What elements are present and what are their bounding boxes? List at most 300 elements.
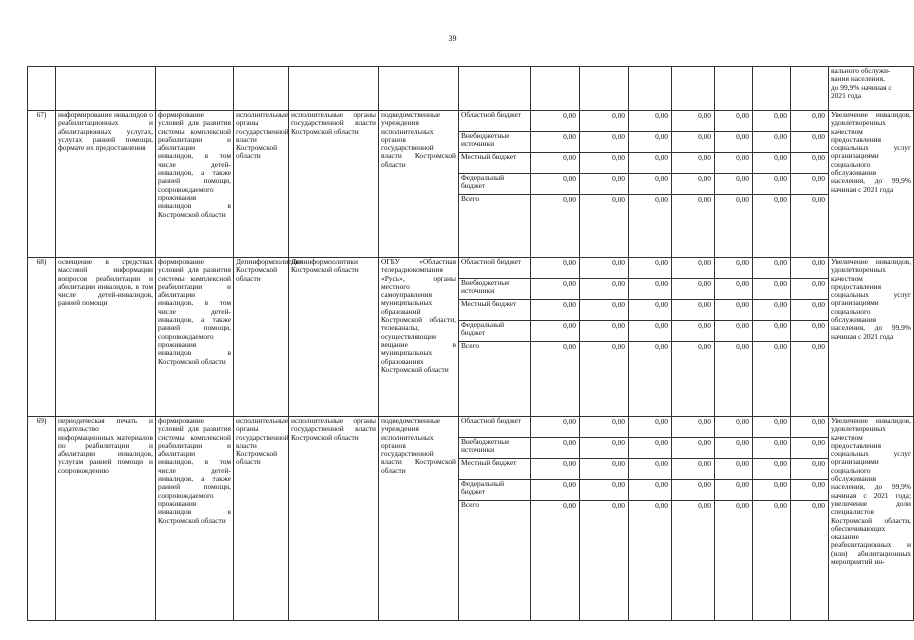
amount-cell [753, 300, 791, 321]
funding-source [459, 417, 531, 438]
amount-cell [791, 195, 829, 258]
amount-value: 0,00 [736, 300, 749, 309]
amount-value: 0,00 [563, 111, 576, 120]
amount-value: 0,00 [812, 480, 825, 489]
result-cell [829, 417, 914, 621]
amount-cell [715, 501, 753, 621]
funding-source-label: Федеральный бюджет [461, 320, 505, 338]
participants-cell-text: ОГБУ «Областная телерадиокомпания «Русь», органы местного самоуправления муниципальных образований Костромской области, телеканалы, осуществляющие вещание в муниципальных образованиях Костромской области [381, 257, 456, 374]
funding-source-label: Всего [461, 341, 480, 350]
amount-cell [715, 417, 753, 438]
amount-value: 0,00 [612, 342, 625, 351]
amount-cell [753, 132, 791, 153]
row-index [28, 111, 56, 258]
funding-source-label: Местный бюджет [461, 458, 517, 467]
empty-cell [289, 67, 379, 111]
amount-value: 0,00 [774, 300, 787, 309]
empty-cell [234, 67, 289, 111]
amount-value: 0,00 [612, 279, 625, 288]
amount-value: 0,00 [655, 480, 668, 489]
amount-cell [580, 300, 629, 321]
purpose-cell-text: формирование условий для развития системы комплексной реабилитации и абилитации инвалидов, в том числе детей-инвалидов, а также ранней помощи, сопровождаемого проживания инвалидов в Костромской области [158, 110, 231, 219]
amount-value: 0,00 [612, 111, 625, 120]
amount-cell [715, 459, 753, 480]
amount-value: 0,00 [774, 153, 787, 162]
amount-value: 0,00 [774, 279, 787, 288]
amount-value: 0,00 [812, 279, 825, 288]
amount-value: 0,00 [774, 174, 787, 183]
amount-value: 0,00 [563, 480, 576, 489]
amount-cell [715, 195, 753, 258]
amount-value: 0,00 [736, 501, 749, 510]
amount-cell [531, 417, 580, 438]
amount-value: 0,00 [736, 195, 749, 204]
purpose-cell [156, 111, 234, 258]
amount-value: 0,00 [774, 438, 787, 447]
amount-cell [580, 195, 629, 258]
row-index-text: 68) [36, 257, 47, 266]
amount-cell [531, 132, 580, 153]
funding-source-label: Внебюджетные источники [461, 278, 510, 296]
amount-value: 0,00 [812, 438, 825, 447]
amount-cell [715, 174, 753, 195]
amount-value: 0,00 [812, 417, 825, 426]
amount-value: 0,00 [698, 195, 711, 204]
amount-value: 0,00 [774, 321, 787, 330]
empty-cell [56, 67, 156, 111]
amount-cell [672, 417, 715, 438]
amount-cell [715, 480, 753, 501]
amount-value: 0,00 [736, 438, 749, 447]
amount-cell [672, 153, 715, 174]
amount-cell [629, 417, 672, 438]
amount-value: 0,00 [774, 195, 787, 204]
amount-cell [672, 300, 715, 321]
amount-cell [580, 174, 629, 195]
table-row [28, 111, 914, 132]
funding-source-label: Местный бюджет [461, 152, 517, 161]
amount-cell [672, 111, 715, 132]
amount-value: 0,00 [655, 438, 668, 447]
amount-cell [580, 132, 629, 153]
amount-value: 0,00 [655, 279, 668, 288]
amount-value: 0,00 [563, 258, 576, 267]
amount-value: 0,00 [698, 501, 711, 510]
amount-value: 0,00 [612, 174, 625, 183]
amount-value: 0,00 [812, 300, 825, 309]
amount-cell [629, 480, 672, 501]
amount-value: 0,00 [655, 321, 668, 330]
amount-value: 0,00 [812, 321, 825, 330]
funding-source-label: Всего [461, 194, 480, 203]
empty-cell [715, 67, 753, 111]
responsible-cell-text: Депинформполитики Костромской области [291, 257, 359, 275]
result-cell [829, 67, 914, 111]
amount-value: 0,00 [655, 174, 668, 183]
participants-cell-text: подведомственные учреждения исполнительных органов государственной власти Костромской области [381, 416, 456, 475]
amount-cell [672, 195, 715, 258]
funding-source-label: Федеральный бюджет [461, 173, 505, 191]
funding-source-label: Областной бюджет [461, 110, 522, 119]
amount-cell [753, 174, 791, 195]
amount-value: 0,00 [812, 174, 825, 183]
amount-value: 0,00 [612, 153, 625, 162]
amount-cell [580, 258, 629, 279]
amount-value: 0,00 [774, 132, 787, 141]
amount-value: 0,00 [774, 111, 787, 120]
amount-value: 0,00 [774, 417, 787, 426]
amount-cell [715, 321, 753, 342]
empty-cell [629, 67, 672, 111]
amount-cell [531, 342, 580, 417]
amount-cell [531, 174, 580, 195]
amount-cell [715, 279, 753, 300]
amount-cell [753, 195, 791, 258]
measure-cell [56, 417, 156, 621]
row-index [28, 258, 56, 417]
result-text: вального обслужи- вания населения, до 99,9% начиная с 2021 года [831, 66, 892, 100]
funding-source [459, 258, 531, 279]
empty-cell [28, 67, 56, 111]
row-index-text: 67) [36, 110, 47, 119]
result-cell [829, 111, 914, 258]
amount-value: 0,00 [612, 501, 625, 510]
amount-value: 0,00 [736, 258, 749, 267]
amount-value: 0,00 [612, 195, 625, 204]
funding-source [459, 438, 531, 459]
amount-value: 0,00 [612, 132, 625, 141]
funding-source [459, 459, 531, 480]
amount-cell [791, 417, 829, 438]
amount-cell [715, 153, 753, 174]
measure-cell [56, 258, 156, 417]
amount-value: 0,00 [563, 417, 576, 426]
funding-source [459, 132, 531, 153]
amount-cell [580, 480, 629, 501]
measure-cell [56, 111, 156, 258]
table-row [28, 258, 914, 279]
funding-source [459, 195, 531, 258]
funding-source-label: Местный бюджет [461, 299, 517, 308]
empty-cell [379, 67, 459, 111]
amount-cell [629, 258, 672, 279]
row-index [28, 417, 56, 621]
amount-cell [672, 321, 715, 342]
amount-cell [672, 174, 715, 195]
amount-cell [629, 132, 672, 153]
amount-cell [753, 501, 791, 621]
amount-value: 0,00 [563, 321, 576, 330]
amount-cell [531, 195, 580, 258]
amount-value: 0,00 [736, 111, 749, 120]
amount-cell [672, 132, 715, 153]
amount-value: 0,00 [812, 111, 825, 120]
amount-value: 0,00 [563, 459, 576, 468]
amount-value: 0,00 [563, 279, 576, 288]
empty-cell [156, 67, 234, 111]
amount-value: 0,00 [698, 111, 711, 120]
amount-value: 0,00 [655, 459, 668, 468]
amount-cell [531, 279, 580, 300]
result-text: Увеличение инвалидов, удовлетворенных качеством предоставления социальных услуг организациями социального обслуживания населения, до 99,9% начиная с 2021 года [831, 110, 911, 194]
amount-cell [580, 342, 629, 417]
result-cell [829, 258, 914, 417]
amount-cell [672, 480, 715, 501]
carryover-row [28, 67, 914, 111]
amount-value: 0,00 [655, 258, 668, 267]
amount-cell [672, 258, 715, 279]
purpose-cell [156, 258, 234, 417]
amount-value: 0,00 [812, 153, 825, 162]
amount-cell [791, 111, 829, 132]
funding-source [459, 501, 531, 621]
amount-cell [672, 342, 715, 417]
amount-value: 0,00 [774, 342, 787, 351]
responsible-cell [289, 111, 379, 258]
amount-value: 0,00 [698, 321, 711, 330]
amount-cell [531, 300, 580, 321]
amount-value: 0,00 [698, 279, 711, 288]
amount-cell [791, 342, 829, 417]
amount-cell [791, 279, 829, 300]
amount-value: 0,00 [736, 132, 749, 141]
executor-cell-text: исполнительные органы государственной власти Костромской области [236, 416, 289, 467]
amount-cell [791, 132, 829, 153]
funding-source [459, 300, 531, 321]
executor-cell [234, 257, 303, 417]
amount-cell [629, 279, 672, 300]
funding-source [459, 342, 531, 417]
funding-source [459, 279, 531, 300]
amount-value: 0,00 [698, 132, 711, 141]
amount-value: 0,00 [612, 321, 625, 330]
amount-value: 0,00 [655, 501, 668, 510]
amount-value: 0,00 [812, 132, 825, 141]
amount-cell [531, 153, 580, 174]
empty-cell [531, 67, 580, 111]
amount-cell [753, 342, 791, 417]
amount-value: 0,00 [812, 258, 825, 267]
amount-value: 0,00 [563, 174, 576, 183]
amount-cell [629, 321, 672, 342]
amount-value: 0,00 [563, 501, 576, 510]
amount-value: 0,00 [736, 417, 749, 426]
amount-cell [629, 195, 672, 258]
amount-cell [672, 459, 715, 480]
amount-cell [672, 279, 715, 300]
responsible-cell [289, 258, 379, 417]
responsible-cell [289, 417, 379, 621]
amount-value: 0,00 [774, 258, 787, 267]
executor-cell [234, 417, 289, 621]
amount-value: 0,00 [655, 417, 668, 426]
amount-value: 0,00 [563, 153, 576, 162]
result-text: Увеличение инвалидов, удовлетворенных качеством предоставления социальных услуг организациями социального обслуживания населения, до 99,9% начиная с 2021 года; увеличение доли специалистов Костромской области, обеспечивающих оказание реабилитационных и (или) абилитационных мероприятий ин- [831, 416, 911, 567]
amount-cell [531, 111, 580, 132]
amount-cell [629, 300, 672, 321]
table-row [28, 417, 914, 438]
amount-cell [791, 438, 829, 459]
amount-cell [629, 438, 672, 459]
amount-cell [753, 258, 791, 279]
amount-cell [715, 111, 753, 132]
funding-source-label: Федеральный бюджет [461, 479, 505, 497]
amount-cell [580, 501, 629, 621]
amount-cell [531, 501, 580, 621]
empty-cell [753, 67, 791, 111]
amount-cell [791, 459, 829, 480]
purpose-cell-text: формирование условий для развития системы комплексной реабилитации и абилитации инвалидов, в том числе детей-инвалидов, а также ранней помощи, сопровождаемого проживания инвалидов в Костромской области [158, 257, 231, 366]
executor-cell [234, 111, 289, 258]
amount-value: 0,00 [612, 438, 625, 447]
amount-value: 0,00 [736, 174, 749, 183]
amount-value: 0,00 [612, 300, 625, 309]
amount-cell [715, 300, 753, 321]
amount-value: 0,00 [698, 417, 711, 426]
amount-cell [629, 459, 672, 480]
amount-value: 0,00 [698, 300, 711, 309]
responsible-cell-text: исполнительные органы государственной власти Костромской области [291, 416, 376, 442]
measure-cell-text: освещение в средствах массовой информации вопросов реабилитации и абилитации инвалидов, в том числе детей-инвалидов, ранней помощи [58, 257, 153, 308]
amount-cell [580, 279, 629, 300]
funding-source-label: Всего [461, 500, 480, 509]
amount-value: 0,00 [612, 417, 625, 426]
funding-source [459, 174, 531, 195]
amount-value: 0,00 [563, 195, 576, 204]
amount-cell [531, 321, 580, 342]
amount-cell [672, 438, 715, 459]
amount-cell [629, 111, 672, 132]
amount-value: 0,00 [655, 300, 668, 309]
amount-cell [715, 258, 753, 279]
participants-cell [379, 111, 459, 258]
amount-value: 0,00 [655, 153, 668, 162]
amount-value: 0,00 [736, 480, 749, 489]
amount-value: 0,00 [774, 480, 787, 489]
amount-cell [629, 342, 672, 417]
executor-cell-text: Депинформполитики Костромской области [236, 257, 303, 283]
empty-cell [672, 67, 715, 111]
funding-source-label: Внебюджетные источники [461, 437, 510, 455]
amount-value: 0,00 [612, 459, 625, 468]
amount-cell [629, 153, 672, 174]
amount-cell [753, 417, 791, 438]
amount-cell [753, 153, 791, 174]
amount-cell [791, 480, 829, 501]
participants-cell [379, 258, 459, 417]
amount-value: 0,00 [812, 459, 825, 468]
result-text: Увеличение инвалидов, удовлетворенных качеством предоставления социальных услуг организациями социального обслуживания населения, до 99,9% начиная с 2021 года [831, 257, 911, 341]
amount-value: 0,00 [698, 174, 711, 183]
amount-value: 0,00 [655, 132, 668, 141]
amount-cell [791, 321, 829, 342]
amount-cell [580, 111, 629, 132]
amount-cell [715, 132, 753, 153]
amount-cell [580, 321, 629, 342]
amount-value: 0,00 [612, 258, 625, 267]
amount-value: 0,00 [698, 438, 711, 447]
amount-value: 0,00 [736, 279, 749, 288]
amount-cell [791, 174, 829, 195]
amount-value: 0,00 [774, 501, 787, 510]
amount-value: 0,00 [698, 459, 711, 468]
amount-cell [531, 480, 580, 501]
participants-cell-text: подведомственные учреждения исполнительных органов государственной власти Костромской области [381, 110, 456, 169]
amount-value: 0,00 [655, 342, 668, 351]
amount-cell [580, 153, 629, 174]
amount-value: 0,00 [698, 480, 711, 489]
amount-value: 0,00 [612, 480, 625, 489]
amount-value: 0,00 [812, 195, 825, 204]
funding-source [459, 480, 531, 501]
program-activities-table [27, 66, 914, 621]
purpose-cell [156, 417, 234, 621]
amount-cell [629, 501, 672, 621]
amount-cell [531, 438, 580, 459]
amount-value: 0,00 [655, 195, 668, 204]
amount-cell [715, 342, 753, 417]
amount-cell [753, 321, 791, 342]
amount-cell [629, 174, 672, 195]
amount-value: 0,00 [774, 459, 787, 468]
amount-cell [753, 459, 791, 480]
funding-source-label: Внебюджетные источники [461, 131, 510, 149]
amount-value: 0,00 [563, 438, 576, 447]
row-index-text: 69) [36, 416, 47, 425]
empty-cell [580, 67, 629, 111]
amount-cell [715, 438, 753, 459]
executor-cell-text: исполнительные органы государственной власти Костромской области [236, 110, 289, 161]
measure-cell-text: периодическая печать и издательство информационных материалов по реабилитации и абилитации инвалидов, услугам ранней помощи и сопровождению [58, 416, 153, 475]
funding-source [459, 111, 531, 132]
empty-cell [791, 67, 829, 111]
empty-cell [459, 67, 531, 111]
amount-cell [791, 153, 829, 174]
amount-value: 0,00 [563, 132, 576, 141]
amount-value: 0,00 [655, 111, 668, 120]
amount-value: 0,00 [698, 342, 711, 351]
amount-value: 0,00 [736, 342, 749, 351]
amount-value: 0,00 [698, 258, 711, 267]
amount-value: 0,00 [563, 342, 576, 351]
funding-source [459, 321, 531, 342]
page-number: 39 [448, 34, 457, 43]
participants-cell [379, 417, 459, 621]
responsible-cell-text: исполнительные органы государственной власти Костромской области [291, 110, 376, 136]
measure-cell-text: информирование инвалидов о реабилитационных и абилитационных услугах, услугах ранней помощи, формате их предоставления [58, 110, 153, 153]
amount-cell [531, 459, 580, 480]
amount-cell [791, 501, 829, 621]
amount-cell [672, 501, 715, 621]
purpose-cell-text: формирование условий для развития системы комплексной реабилитации и абилитации инвалидов, в том числе детей-инвалидов, а также ранней помощи, сопровождаемого проживания инвалидов в Костромской области [158, 416, 231, 525]
funding-source [459, 153, 531, 174]
amount-value: 0,00 [736, 459, 749, 468]
amount-cell [791, 300, 829, 321]
amount-cell [580, 417, 629, 438]
amount-cell [753, 480, 791, 501]
amount-value: 0,00 [736, 153, 749, 162]
amount-cell [753, 438, 791, 459]
amount-value: 0,00 [698, 153, 711, 162]
amount-value: 0,00 [812, 342, 825, 351]
amount-cell [580, 459, 629, 480]
amount-value: 0,00 [563, 300, 576, 309]
amount-cell [791, 258, 829, 279]
amount-value: 0,00 [812, 501, 825, 510]
amount-cell [580, 438, 629, 459]
funding-source-label: Областной бюджет [461, 257, 522, 266]
funding-source-label: Областной бюджет [461, 416, 522, 425]
